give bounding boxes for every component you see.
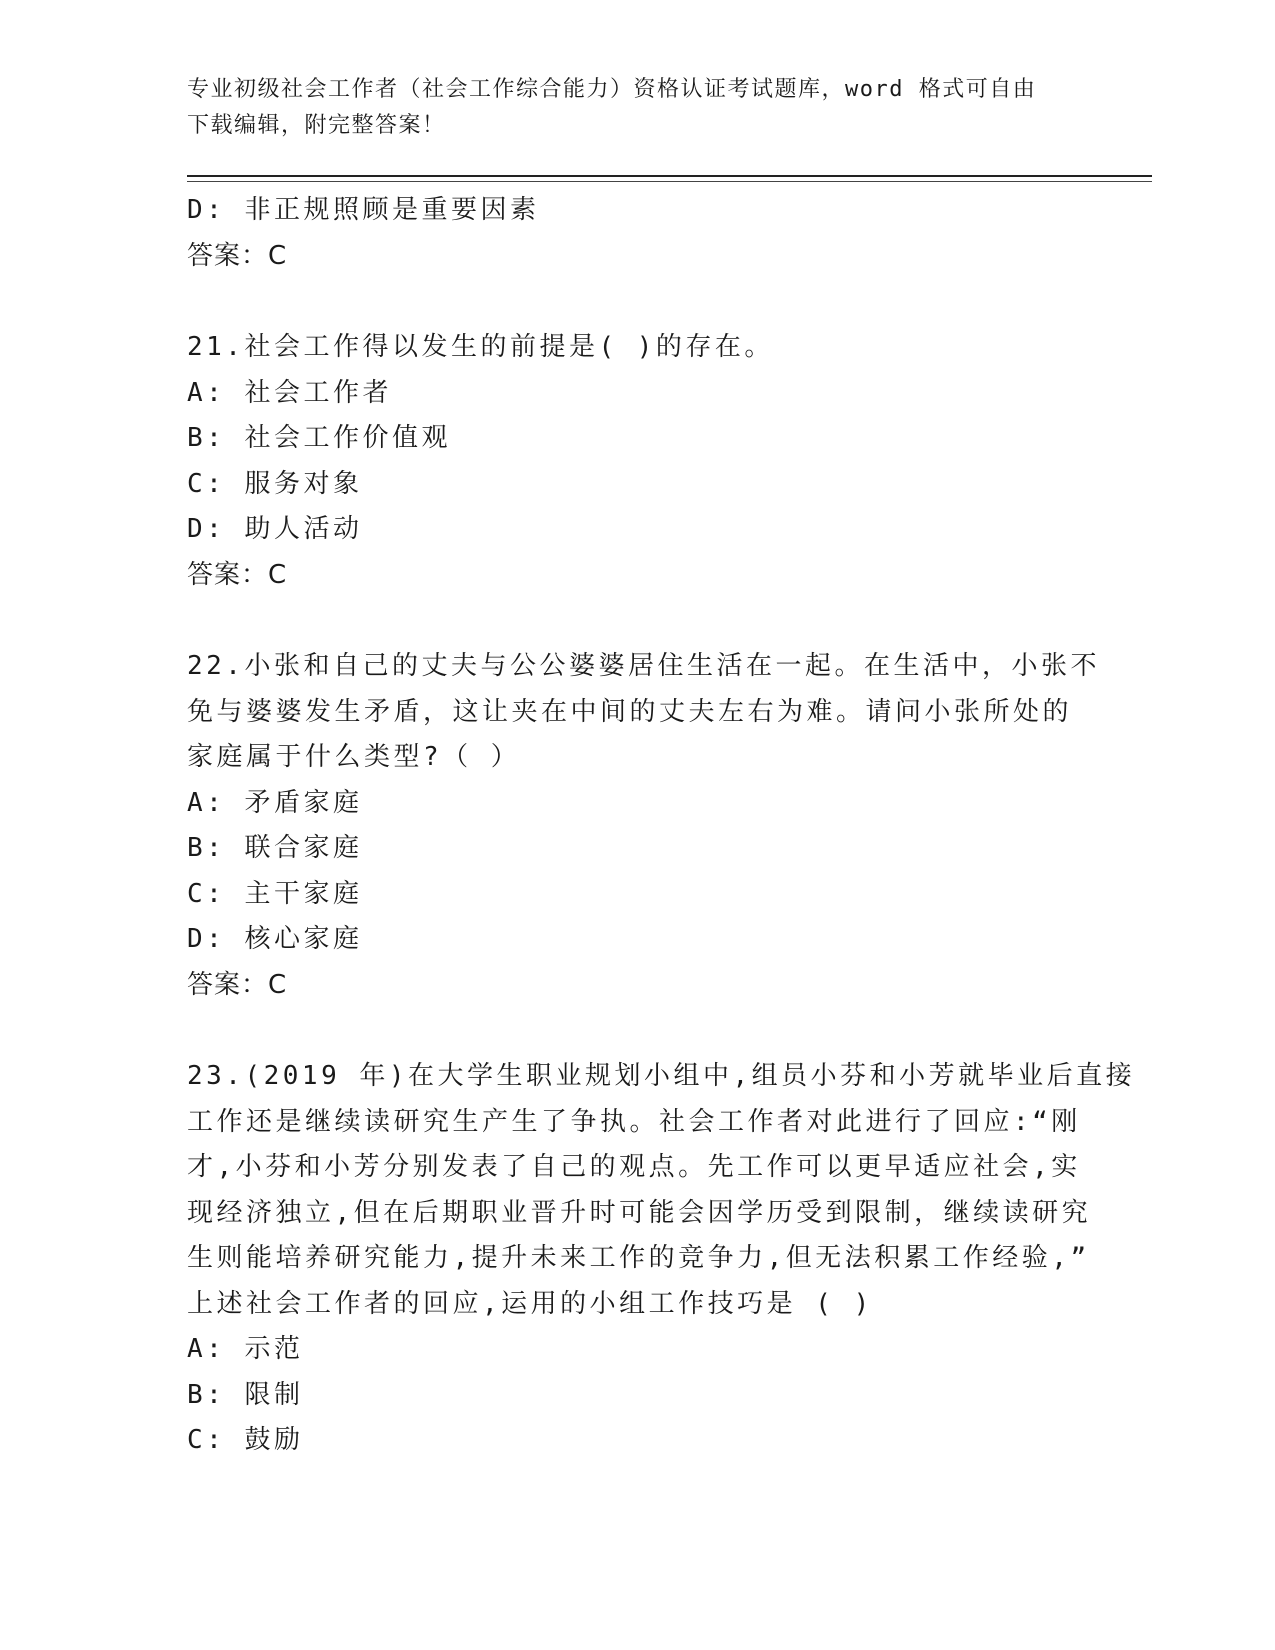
question-previous bbox=[187, 188, 1087, 279]
option-d: D: 非正规照顾是重要因素 bbox=[187, 195, 540, 225]
stem-line: 免与婆婆发生矛盾，这让夹在中间的丈夫左右为难。请问小张所处的 bbox=[187, 696, 1073, 727]
answer-text: 答案：C bbox=[187, 240, 288, 271]
question-23 bbox=[187, 1054, 1136, 1464]
option-d: D: 助人活动 bbox=[187, 514, 363, 544]
header-rule-thin bbox=[187, 181, 1152, 182]
option-a: A: 示范 bbox=[187, 1334, 304, 1364]
answer-text: 答案：C bbox=[187, 559, 288, 590]
stem-line: 22.小张和自己的丈夫与公公婆婆居住生活在一起。在生活中，小张不 bbox=[187, 651, 1100, 681]
header-line-2: 下载编辑，附完整答案！ bbox=[187, 113, 446, 138]
option-c: C: 主干家庭 bbox=[187, 878, 363, 909]
header-line-1: 专业初级社会工作者（社会工作综合能力）资格认证考试题库，word 格式可自由 bbox=[187, 77, 1037, 102]
stem-line: 工作还是继续读研究生产生了争执。社会工作者对此进行了回应:“刚 bbox=[187, 1106, 1081, 1137]
option-b: B: 限制 bbox=[187, 1379, 304, 1410]
stem-line: 23.(2019 年)在大学生职业规划小组中,组员小芬和小芳就毕业后直接 bbox=[187, 1061, 1136, 1091]
option-a: A: 社会工作者 bbox=[187, 377, 392, 408]
question-21 bbox=[187, 325, 1087, 598]
question-22 bbox=[187, 644, 1100, 1008]
option-c: C: 服务对象 bbox=[187, 468, 363, 499]
question-stem bbox=[187, 1054, 1136, 1327]
spacer bbox=[187, 1008, 1087, 1054]
stem-line: 生则能培养研究能力,提升未来工作的竞争力,但无法积累工作经验,” bbox=[187, 1243, 1090, 1273]
spacer bbox=[187, 598, 1087, 644]
question-stem: 21.社会工作得以发生的前提是( )的存在。 bbox=[187, 332, 774, 362]
stem-line: 家庭属于什么类型?（ ） bbox=[187, 742, 521, 772]
option-b: B: 社会工作价值观 bbox=[187, 423, 451, 453]
header-rule-thick bbox=[187, 175, 1152, 177]
stem-line: 上述社会工作者的回应,运用的小组工作技巧是 ( ) bbox=[187, 1288, 873, 1319]
question-stem bbox=[187, 644, 1100, 781]
answer-text: 答案：C bbox=[187, 969, 288, 1000]
option-a: A: 矛盾家庭 bbox=[187, 787, 363, 818]
option-b: B: 联合家庭 bbox=[187, 833, 363, 863]
document-header bbox=[187, 72, 1067, 144]
stem-line: 才,小芬和小芳分别发表了自己的观点。先工作可以更早适应社会,实 bbox=[187, 1152, 1081, 1182]
spacer bbox=[187, 279, 1087, 325]
stem-line: 现经济独立,但在后期职业晋升时可能会因学历受到限制，继续读研究 bbox=[187, 1197, 1092, 1228]
question-content bbox=[187, 188, 1136, 1464]
option-d: D: 核心家庭 bbox=[187, 924, 363, 954]
option-c: C: 鼓励 bbox=[187, 1425, 304, 1455]
